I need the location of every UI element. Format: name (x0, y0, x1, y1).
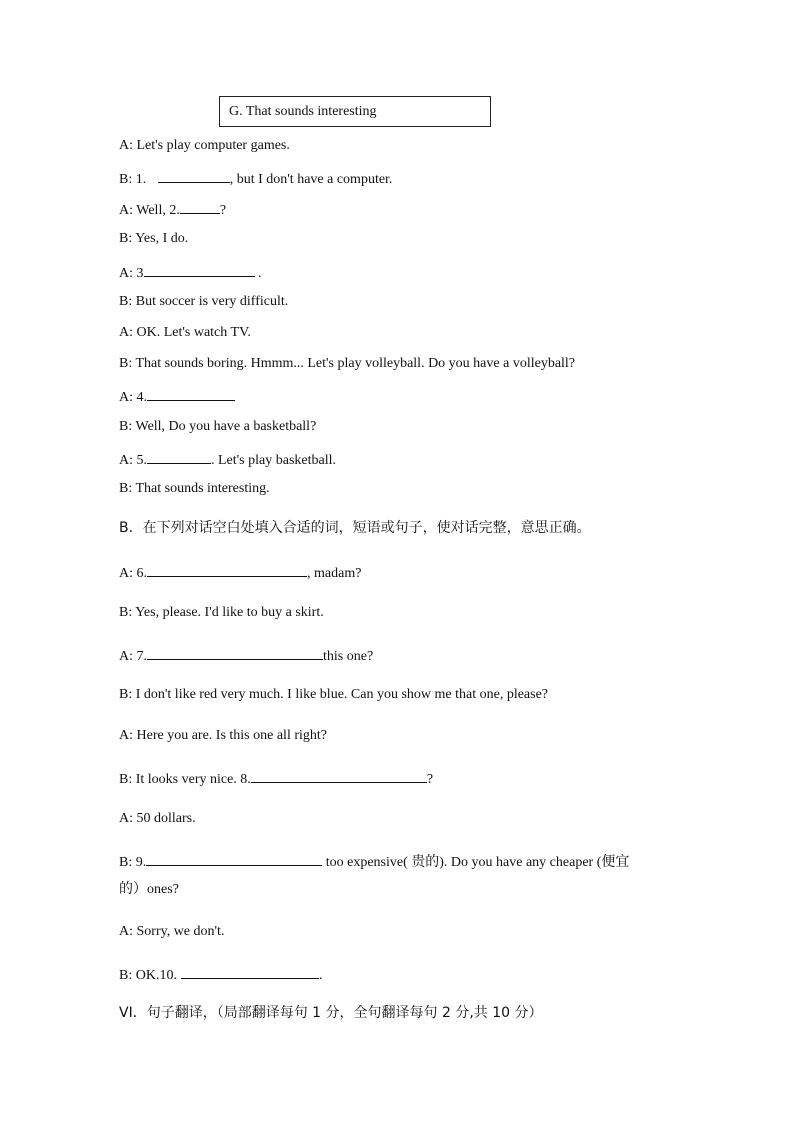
dialog2-line-10 (119, 964, 322, 985)
blank-7[interactable] (147, 645, 323, 660)
dialog2-line-8 (119, 851, 629, 872)
option-g-text: G. That sounds interesting (229, 104, 377, 119)
blank-8[interactable] (251, 768, 427, 783)
dialog1-line-8 (119, 355, 575, 373)
dialog2-line-1 (119, 562, 361, 583)
line-text: B: 1. (119, 172, 147, 187)
line-text: A: Well, 2. (119, 203, 180, 218)
dialog2-line-8-cont (119, 881, 179, 899)
dialog2-line-2 (119, 604, 324, 622)
line-text: B: But soccer is very difficult. (119, 294, 289, 309)
line-text: A: Sorry, we don't. (119, 924, 225, 939)
line-text: A: 4. (119, 390, 147, 405)
dialog1-line-5 (119, 262, 262, 283)
section-b-heading (119, 519, 591, 537)
line-text: this one? (323, 649, 374, 664)
line-text: . Let's play basketball. (211, 453, 336, 468)
dialog2-line-6 (119, 768, 433, 789)
option-box (219, 96, 491, 127)
heading-text: VI．句子翻译，（局部翻译每句 1 分，全句翻译每句 2 分,共 10 分） (119, 1005, 543, 1021)
blank-5[interactable] (147, 449, 211, 464)
section-vi-heading (119, 1004, 543, 1022)
line-text: . (318, 968, 323, 983)
blank-10[interactable] (181, 964, 319, 979)
dialog1-line-9 (119, 386, 235, 407)
line-text: A: 6. (119, 566, 147, 581)
line-text: A: 3 (119, 266, 144, 281)
line-text: ? (426, 772, 434, 787)
dialog1-line-6 (119, 293, 288, 311)
dialog2-line-9 (119, 923, 224, 941)
line-text: A: 50 dollars. (119, 811, 196, 826)
line-text: , but I don't have a computer. (229, 172, 393, 187)
line-text: A: 5. (119, 453, 147, 468)
heading-text: B．在下列对话空白处填入合适的词，短语或句子，使对话完整，意思正确。 (119, 520, 591, 536)
line-text: . (254, 266, 262, 281)
line-text: B: Well, Do you have a basketball? (119, 419, 317, 434)
dialog2-line-3 (119, 645, 373, 666)
dialog1-line-4 (119, 230, 188, 248)
line-text: B: Yes, please. I'd like to buy a skirt. (119, 605, 324, 620)
dialog1-line-7 (119, 324, 251, 342)
line-text: A: Here you are. Is this one all right? (119, 728, 327, 743)
dialog1-line-10 (119, 418, 316, 436)
dialog1-line-3 (119, 199, 226, 220)
blank-2[interactable] (180, 199, 220, 214)
line-text: B: OK.10. (119, 968, 177, 983)
blank-4[interactable] (147, 386, 235, 401)
line-text: too expensive( 贵的). Do you have any cheaper (便宜 (322, 855, 630, 870)
blank-6[interactable] (147, 562, 307, 577)
line-text: B: Yes, I do. (119, 231, 189, 246)
dialog1-line-2 (119, 168, 392, 189)
line-text: B: That sounds boring. Hmmm... Let's play volleyball. Do you have a volleyball? (119, 356, 576, 371)
line-text: A: OK. Let's watch TV. (119, 325, 251, 340)
dialog1-line-12 (119, 480, 270, 498)
line-text: B: 9. (119, 855, 147, 870)
line-text: ? (219, 203, 227, 218)
line-text: 的）ones? (119, 882, 179, 897)
line-text: A: 7. (119, 649, 147, 664)
dialog2-line-4 (119, 686, 548, 704)
line-text: , madam? (307, 566, 362, 581)
line-text: B: I don't like red very much. I like blue. Can you show me that one, please? (119, 687, 549, 702)
dialog1-line-11 (119, 449, 336, 470)
line-text: B: That sounds interesting. (119, 481, 270, 496)
blank-3[interactable] (144, 262, 255, 277)
dialog2-line-7 (119, 810, 196, 828)
dialog1-line-1 (119, 137, 290, 155)
line-text: B: It looks very nice. 8. (119, 772, 251, 787)
blank-9[interactable] (146, 851, 322, 866)
dialog2-line-5 (119, 727, 327, 745)
line-text: A: Let's play computer games. (119, 138, 290, 153)
blank-1[interactable] (158, 168, 230, 183)
